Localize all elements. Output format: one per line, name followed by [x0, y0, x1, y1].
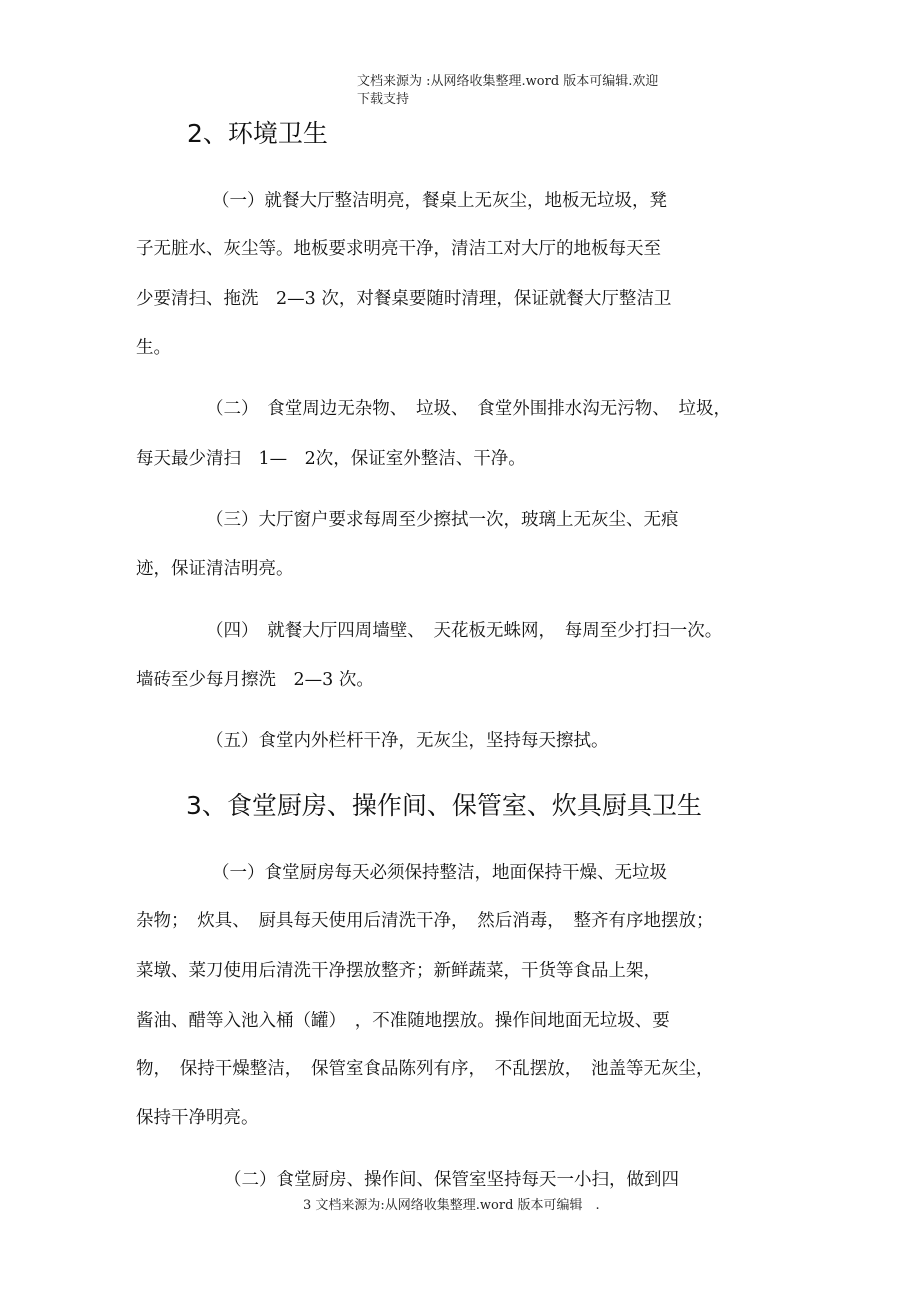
- section-heading-2: 2、环境卫生: [187, 119, 328, 148]
- para-6-line-2: 杂物； 炊具、 厨具每天使用后清洗干净， 然后消毒， 整齐有序地摆放；: [136, 911, 714, 931]
- para-5-line-1: （五）食堂内外栏杆干净，无灰尘，坚持每天擦拭。: [206, 731, 609, 751]
- para-7-line-1: （二）食堂厨房、操作间、保管室坚持每天一小扫，做到四: [224, 1170, 679, 1190]
- para-4-line-2: 墙砖至少每月擦洗 2—3 次。: [136, 670, 374, 690]
- para-6-line-6: 保持干净明亮。: [136, 1108, 259, 1128]
- doc-header-line-1: 文档来源为 :从网络收集整理.word 版本可编辑.欢迎: [357, 74, 659, 89]
- para-1-line-3: 少要清扫、拖洗 2—3 次，对餐桌要随时清理，保证就餐大厅整洁卫: [136, 289, 672, 309]
- doc-footer: 3 文档来源为:从网络收集整理.word 版本可编辑 .: [303, 1198, 600, 1213]
- para-3-line-2: 迹，保证清洁明亮。: [136, 559, 294, 579]
- para-1-line-1: （一）就餐大厅整洁明亮，餐桌上无灰尘，地板无垃圾，凳: [212, 191, 667, 211]
- para-1-line-2: 子无脏水、灰尘等。地板要求明亮干净，清洁工对大厅的地板每天至: [136, 239, 661, 259]
- para-2-line-1: （二） 食堂周边无杂物、 垃圾、 食堂外围排水沟无污物、 垃圾，: [206, 399, 731, 419]
- para-1-line-4: 生。: [136, 338, 171, 358]
- para-2-line-2: 每天最少清扫 1— 2次，保证室外整洁、干净。: [136, 449, 526, 469]
- para-6-line-5: 物， 保持干燥整洁， 保管室食品陈列有序， 不乱摆放， 池盖等无灰尘，: [136, 1059, 714, 1079]
- doc-header-line-2: 下载支持: [357, 92, 410, 107]
- para-3-line-1: （三）大厅窗户要求每周至少擦拭一次，玻璃上无灰尘、无痕: [206, 510, 679, 530]
- para-6-line-4: 酱油、醋等入池入桶（罐） ，不准随地摆放。操作间地面无垃圾、要: [136, 1011, 670, 1031]
- para-6-line-1: （一）食堂厨房每天必须保持整洁，地面保持干燥、无垃圾: [212, 863, 667, 883]
- para-4-line-1: （四） 就餐大厅四周墙壁、 天花板无蛛网， 每周至少打扫一次。: [206, 621, 723, 641]
- section-heading-3: 3、食堂厨房、操作间、保管室、炊具厨具卫生: [186, 791, 702, 820]
- para-6-line-3: 菜墩、菜刀使用后清洗干净摆放整齐；新鲜蔬菜，干货等食品上架，: [136, 961, 661, 981]
